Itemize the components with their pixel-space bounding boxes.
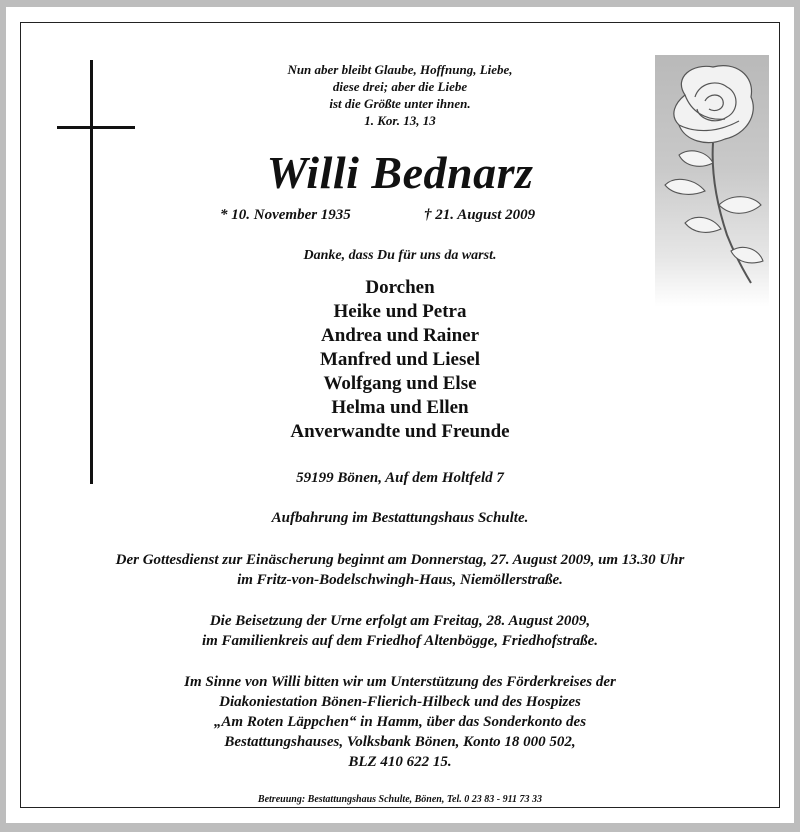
- verse-line: diese drei; aber die Liebe: [332, 79, 468, 94]
- verse-reference: 1. Kor. 13, 13: [364, 113, 436, 128]
- service-line: Der Gottesdienst zur Einäscherung beginnt am Donnerstag, 27. August 2009, um 13.30 Uhr: [115, 552, 685, 568]
- family-member: Manfred und Liesel: [319, 349, 481, 370]
- family-member: Wolfgang und Else: [323, 373, 477, 394]
- donation-line: Diakoniestation Bönen-Flierich-Hilbeck und des Hospizes: [219, 694, 581, 710]
- family-member: Helma und Ellen: [331, 397, 469, 418]
- donation-line: BLZ 410 622 15.: [348, 754, 452, 770]
- family-member: Andrea und Rainer: [320, 325, 479, 346]
- service-line: im Fritz-von-Bodelschwingh-Haus, Niemöllerstraße.: [237, 572, 563, 588]
- laying-out-notice: Aufbahrung im Bestattungshaus Schulte.: [271, 510, 529, 526]
- birth-date: * 10. November 1935: [220, 207, 351, 223]
- family-member: Anverwandte und Freunde: [290, 421, 510, 442]
- death-date: † 21. August 2009: [424, 207, 536, 223]
- deceased-name: Willi Bednarz: [266, 147, 534, 198]
- donation-line: Im Sinne von Willi bitten wir um Unterstützung des Förderkreises der: [184, 674, 616, 690]
- burial-line: im Familienkreis auf dem Friedhof Altenbögge, Friedhofstraße.: [201, 633, 599, 649]
- burial-line: Die Beisetzung der Urne erfolgt am Freitag, 28. August 2009,: [209, 613, 591, 629]
- footer-credit: Betreuung: Bestattungshaus Schulte, Bönen, Tel. 0 23 83 - 911 73 33: [257, 794, 543, 805]
- verse-line: Nun aber bleibt Glaube, Hoffnung, Liebe,: [287, 62, 513, 77]
- address: 59199 Bönen, Auf dem Holtfeld 7: [296, 470, 504, 486]
- donation-line: Bestattungshauses, Volksbank Bönen, Konto 18 000 502,: [224, 734, 576, 750]
- donation-line: „Am Roten Läppchen“ in Hamm, über das Sonderkonto des: [213, 714, 587, 730]
- verse-line: ist die Größte unter ihnen.: [329, 96, 471, 111]
- family-member: Heike und Petra: [333, 301, 467, 322]
- family-member: Dorchen: [365, 277, 435, 298]
- thanks-line: Danke, dass Du für uns da warst.: [303, 248, 497, 263]
